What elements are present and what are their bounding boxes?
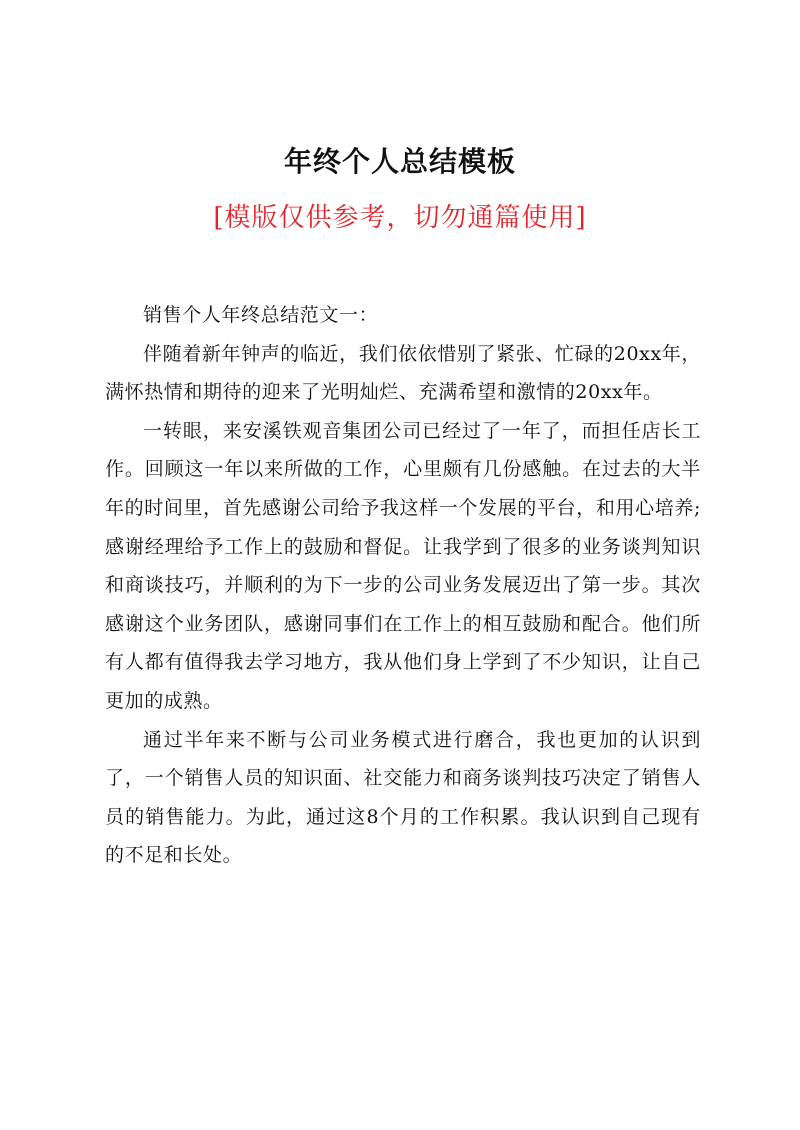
document-title: 年终个人总结模板	[283, 145, 516, 178]
paragraph-heading: 销售个人年终总结范文一：	[143, 304, 379, 326]
paragraph: 一转眼，来安溪铁观音集团公司已经过了一年了，而担任店长工作。回顾这一年以来所做的工作，心里颇有几份感触。在过去的大半年的时间里，首先感谢公司给予我这样一个发展的平台，和用心培养;感谢经理给予工作上的鼓励和督促。让我学到了很多的业务谈判知识和商谈技巧，并顺利的为下一步的公司业务发展迈出了第一步。其次感谢这个业务团队，感谢同事们在工作上的相互鼓励和配合。他们所有人都有值得我去学习地方，我从他们身上学到了不少知识，让自己更加的成熟。	[105, 419, 701, 712]
document-body	[105, 296, 701, 875]
paragraph: 伴随着新年钟声的临近，我们依依惜别了紧张、忙碌的20xx年，满怀热情和期待的迎来了光明灿烂、充满希望和激情的20xx年。	[105, 342, 701, 404]
paragraph: 通过半年来不断与公司业务模式进行磨合，我也更加的认识到了，一个销售人员的知识面、社交能力和商务谈判技巧决定了销售人员的销售能力。为此，通过这8个月的工作积累。我认识到自己现有的不足和长处。	[105, 728, 701, 867]
document-subtitle: [模版仅供参考，切勿通篇使用]	[213, 203, 587, 233]
